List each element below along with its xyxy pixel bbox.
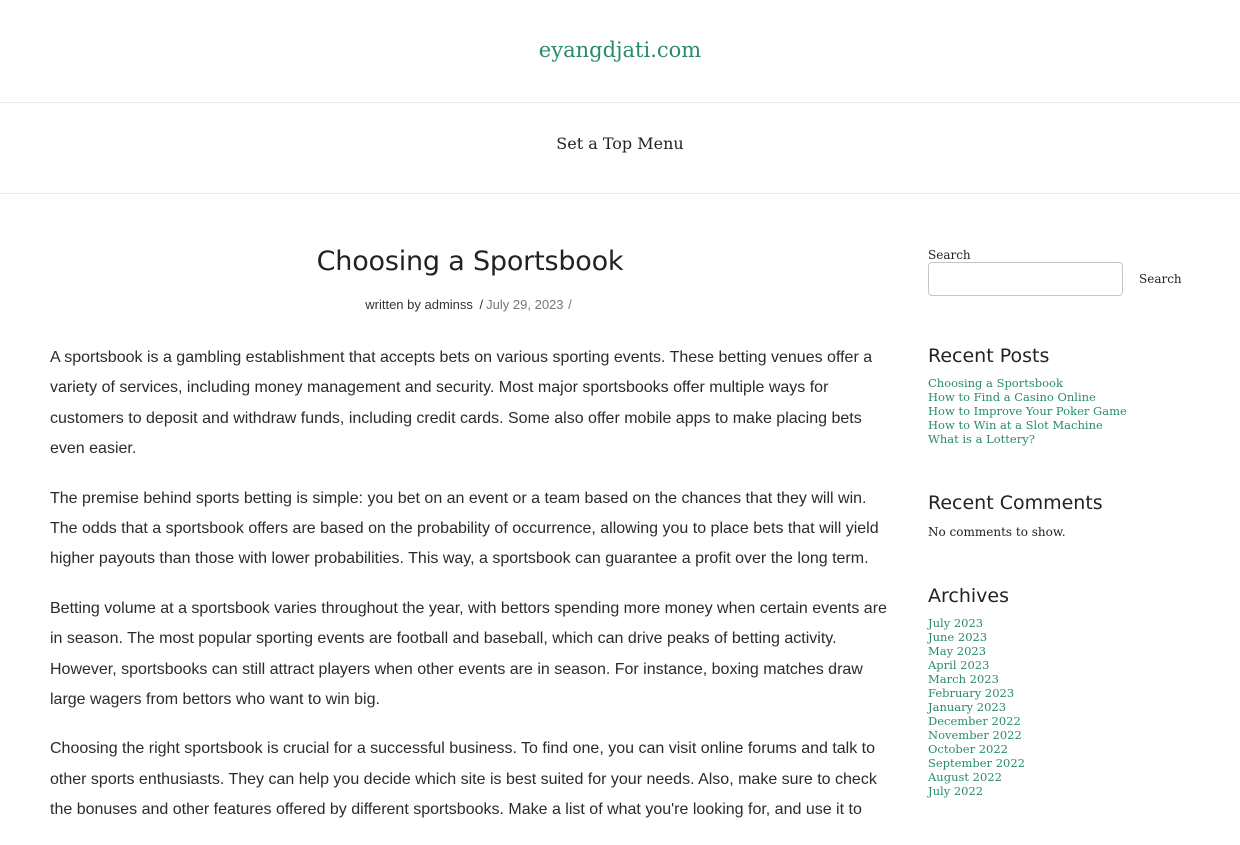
no-comments-text: No comments to show. — [928, 525, 1066, 539]
list-item — [928, 770, 1198, 784]
recent-posts-title: Recent Posts — [928, 345, 1050, 367]
search-label: Search — [928, 248, 971, 262]
list-item — [928, 376, 1198, 390]
archive-link[interactable]: August 2022 — [928, 770, 1002, 784]
archives-list — [928, 616, 1198, 798]
archive-link[interactable]: February 2023 — [928, 686, 1015, 700]
list-item — [928, 686, 1198, 700]
list-item — [928, 672, 1198, 686]
post-title: Choosing a Sportsbook — [316, 246, 624, 277]
post-paragraph: The premise behind sports betting is simple: you bet on an event or a team based on the chances that they will win. The odds that a sportsbook offers are based on the probability of occurrence, allowing you to place bets that will yield higher payouts than those with lower probabilities. This way, a sportsbook can guarantee a profit over the long term. — [50, 489, 879, 568]
archive-link[interactable]: July 2023 — [928, 616, 984, 630]
list-item — [928, 784, 1198, 798]
archive-link[interactable]: April 2023 — [928, 658, 990, 672]
list-item — [928, 432, 1198, 446]
recent-post-link[interactable]: How to Win at a Slot Machine — [928, 418, 1103, 432]
search-button[interactable]: Search — [1133, 272, 1188, 286]
archives-title: Archives — [928, 585, 1009, 607]
author-link[interactable]: adminss — [424, 297, 473, 312]
archives-widget — [928, 584, 1198, 798]
list-item — [928, 616, 1198, 630]
list-item — [928, 644, 1198, 658]
list-item — [928, 742, 1198, 756]
archive-link[interactable]: July 2022 — [928, 784, 984, 798]
site-title-link[interactable]: eyangdjati.com — [538, 38, 702, 62]
main-content — [50, 246, 890, 845]
list-item — [928, 728, 1198, 742]
archive-link[interactable]: October 2022 — [928, 742, 1009, 756]
post-meta — [50, 297, 890, 313]
site-header — [0, 0, 1240, 103]
meta-trailing-separator: / — [568, 297, 572, 312]
archive-link[interactable]: September 2022 — [928, 756, 1025, 770]
list-item — [928, 658, 1198, 672]
search-widget — [928, 248, 1198, 296]
recent-post-link[interactable]: How to Find a Casino Online — [928, 390, 1096, 404]
list-item — [928, 630, 1198, 644]
recent-post-link[interactable]: How to Improve Your Poker Game — [928, 404, 1127, 418]
list-item — [928, 756, 1198, 770]
sidebar — [928, 248, 1198, 798]
archive-link[interactable]: June 2023 — [928, 630, 988, 644]
search-input[interactable] — [928, 262, 1123, 296]
archive-link[interactable]: December 2022 — [928, 714, 1021, 728]
archive-link[interactable]: May 2023 — [928, 644, 987, 658]
recent-post-link[interactable]: What is a Lottery? — [928, 432, 1035, 446]
meta-separator: / — [479, 297, 484, 312]
archive-link[interactable]: November 2022 — [928, 728, 1022, 742]
list-item — [928, 404, 1198, 418]
written-by-label: written by — [365, 297, 421, 312]
recent-comments-title: Recent Comments — [928, 492, 1103, 514]
list-item — [928, 418, 1198, 432]
top-menu — [0, 103, 1240, 194]
archive-link[interactable]: January 2023 — [928, 700, 1007, 714]
list-item — [928, 390, 1198, 404]
recent-posts-list — [928, 376, 1198, 446]
post-paragraph: Betting volume at a sportsbook varies throughout the year, with bettors spending more money when certain events are in season. The most popular sporting events are football and baseball, which can drive peaks of betting activity. However, sportsbooks can still attract players when other events are in season. For instance, boxing matches draw large wagers from bettors who want to win big. — [50, 599, 887, 709]
top-menu-link[interactable]: Set a Top Menu — [556, 134, 684, 153]
list-item — [928, 714, 1198, 728]
list-item — [928, 700, 1198, 714]
recent-post-link[interactable]: Choosing a Sportsbook — [928, 376, 1063, 390]
post-paragraph: A sportsbook is a gambling establishment that accepts bets on various sporting events. These betting venues offer a variety of services, including money management and security. Most major sportsbooks offer multiple ways for customers to deposit and withdraw funds, including credit cards. Some also offer mobile apps to make placing bets even easier. — [50, 349, 873, 458]
recent-posts-widget — [928, 344, 1198, 446]
archive-link[interactable]: March 2023 — [928, 672, 999, 686]
post-body — [50, 343, 890, 826]
post-paragraph: Choosing the right sportsbook is crucial for a successful business. To find one, you can visit online forums and talk to other sports enthusiasts. They can help you decide which site is best suited for your needs. Also, make sure to check the bonuses and other features offered by different sportsbooks. Make a list of what you're looking for, and use it to — [50, 740, 877, 819]
search-row — [928, 262, 1198, 296]
post-date[interactable]: July 29, 2023 — [486, 297, 564, 312]
recent-comments-widget — [928, 491, 1198, 539]
